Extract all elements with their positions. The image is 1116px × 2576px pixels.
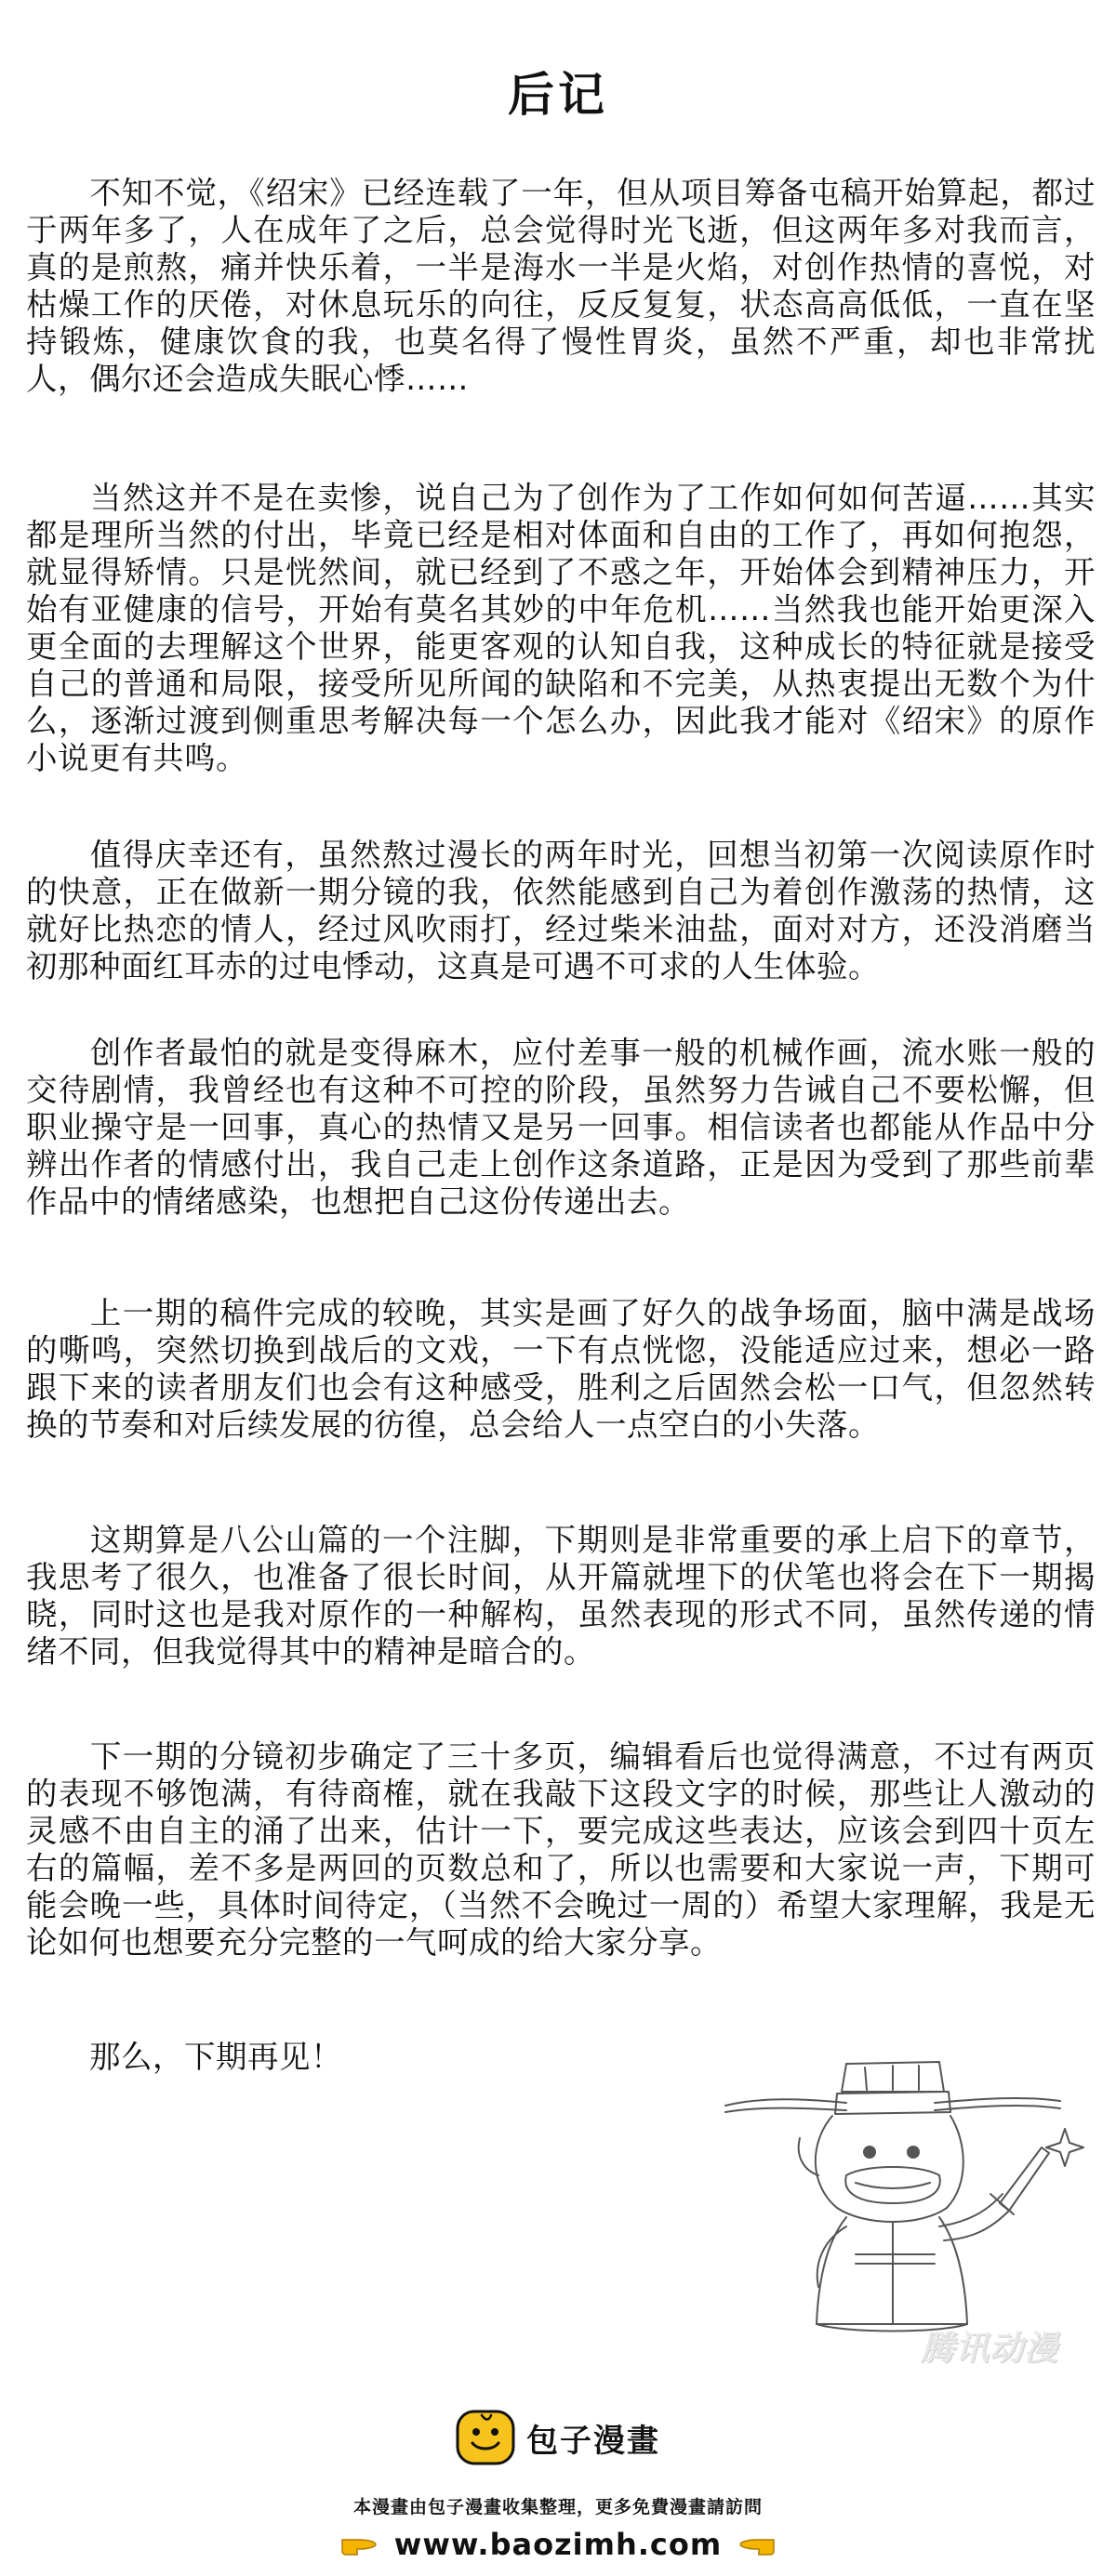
pointing-hand-left-icon — [738, 2530, 776, 2558]
footer-url-row — [0, 2527, 1116, 2562]
paragraph-1-text: 不知不觉，《绍宋》已经连载了一年，但从项目筹备屯稿开始算起，都过于两年多了，人在成年了之后，总会觉得时光飞逝，但这两年多对我而言，真的是煎熬，痛并快乐着，一半是海水一半是火焰，对创作热情的喜悦，对枯燥工作的厌倦，对休息玩乐的向往，反反复复，状态高高低低，一直在坚持锻炼，健康饮食的我，也莫名得了慢性胃炎，虽然不严重，却也非常扰人，偶尔还会造成失眠心悸…… — [26, 175, 1096, 397]
baozi-logo-icon — [456, 2408, 515, 2467]
paragraph-7-text: 下一期的分镜初步确定了三十多页，编辑看后也觉得满意，不过有两页的表现不够饱满，有待商榷，就在我敲下这段文字的时候，那些让人激动的灵感不由自主的涌了出来，估计一下，要完成这些表达，应该会到四十页左右的篇幅，差不多是两回的页数总和了，所以也需要和大家说一声，下期可能会晚一些，具体时间待定，（当然不会晚过一周的）希望大家理解，我是无论如何也想要充分完整的一气呵成的给大家分享。 — [26, 1738, 1096, 1961]
footer-url-link[interactable]: www.baozimh.com — [393, 2527, 723, 2562]
footer-brand: 包子漫畫 — [526, 2422, 660, 2460]
paragraph-4-text: 创作者最怕的就是变得麻木，应付差事一般的机械作画，流水账一般的交待剧情，我曾经也有这种不可控的阶段，虽然努力告诫自己不要松懈，但职业操守是一回事，真心的热情又是另一回事。相信读者也都能从作品中分辨出作者的情感付出，我自己走上创作这条道路，正是因为受到了那些前辈作品中的情绪感染，也想把自己这份传递出去。 — [26, 1035, 1096, 1220]
page-title: 后记 — [508, 68, 608, 122]
paragraph-6 — [26, 1522, 1096, 1671]
pointing-hand-right-icon — [340, 2530, 378, 2558]
paragraph-4 — [26, 1035, 1096, 1221]
paragraph-3-text: 值得庆幸还有，虽然熬过漫长的两年时光，回想当初第一次阅读原作时的快意，正在做新一期分镜的我，依然能感到自己为着创作激荡的热情，这就好比热恋的情人，经过风吹雨打，经过柴米油盐，面对对方，还没消磨当初那种面红耳赤的过电悸动，这真是可遇不可求的人生体验。 — [26, 837, 1096, 984]
paragraph-1 — [26, 175, 1096, 398]
tencent-watermark: 腾讯动漫 — [921, 2330, 1059, 2368]
paragraph-6-text: 这期算是八公山篇的一个注脚，下期则是非常重要的承上启下的章节，我思考了很久，也准备了很长时间，从开篇就埋下的伏笔也将会在下一期揭晓，同时这也是我对原作的一种解构，虽然表现的形式不同，虽然传递的情绪不同，但我觉得其中的精神是暗合的。 — [26, 1522, 1096, 1670]
footer-note: 本漫畫由包子漫畫收集整理，更多免費漫畫請訪問 — [352, 2497, 763, 2517]
duck-official-sketch-icon — [707, 2054, 1097, 2352]
paragraph-3 — [26, 837, 1096, 985]
paragraph-5-text: 上一期的稿件完成的较晚，其实是画了好久的战争场面，脑中满是战场的嘶鸣，突然切换到战后的文戏，一下有点恍惚，没能适应过来，想必一路跟下来的读者朋友们也会有这种感受，胜利之后固然会松一口气，但忽然转换的节奏和对后续发展的彷徨，总会给人一点空白的小失落。 — [26, 1295, 1096, 1443]
closing-line-text: 那么，下期再见！ — [89, 2039, 342, 2075]
paragraph-5 — [26, 1295, 1096, 1444]
footer-logo-row — [0, 2408, 1116, 2467]
paragraph-2 — [26, 480, 1096, 777]
paragraph-2-text: 当然这并不是在卖惨，说自己为了创作为了工作如何如何苦逼……其实都是理所当然的付出，毕竟已经是相对体面和自由的工作了，再如何抱怨，就显得矫情。只是恍然间，就已经到了不惑之年，开始体会到精神压力，开始有亚健康的信号，开始有莫名其妙的中年危机……当然我也能开始更深入更全面的去理解这个世界，能更客观的认知自我，这种成长的特征就是接受自己的普通和局限，接受所见所闻的缺陷和不完美，从热衷提出无数个为什么，逐渐过渡到侧重思考解决每一个怎么办，因此我才能对《绍宋》的原作小说更有共鸣。 — [26, 480, 1096, 776]
paragraph-7 — [26, 1738, 1096, 1962]
